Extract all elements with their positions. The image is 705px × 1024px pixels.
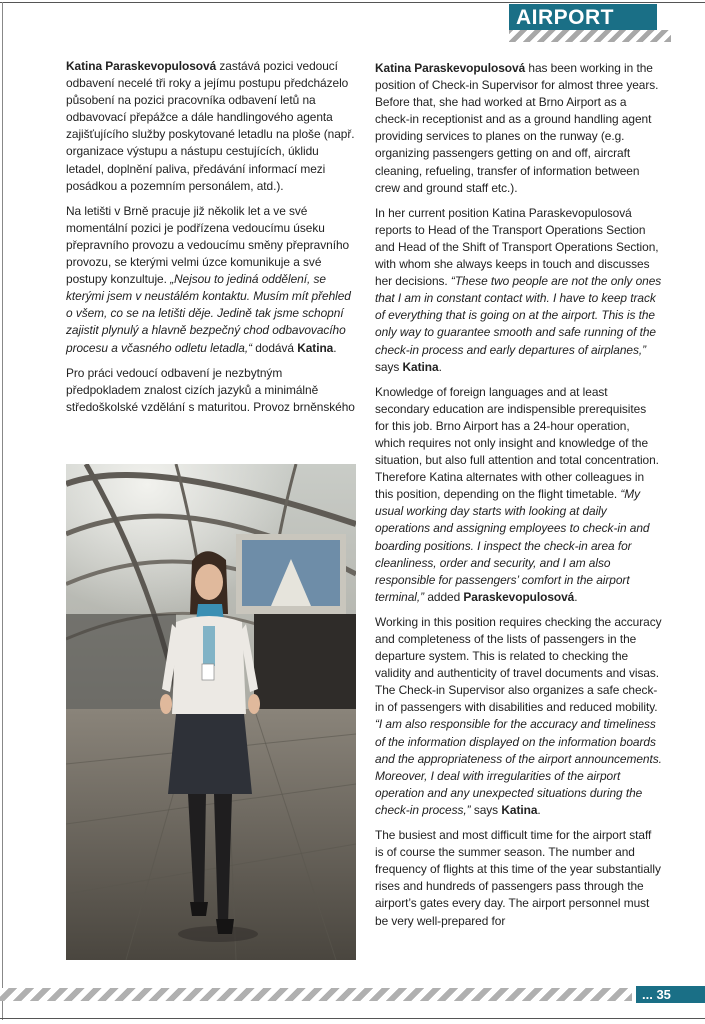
bold-name: Katina — [297, 340, 334, 355]
body-text: Working in this position requires checking the accuracy and completeness of the lists of passengers in the departure system. This is related to checking the validity and authenticity of travel documents and visas. The Check-in Supervisor also organizes a safe check-in of passengers with disabilities and reduced mobility. — [375, 614, 662, 715]
english-paragraph — [375, 60, 662, 197]
quote-text: “These two people are not the only ones that I am in constant contact with. I have to keep track of everything that is going on at the airport. This is the only way to guarantee smooth and safe running of the check-in process and early departures of airplanes,” — [375, 274, 662, 357]
quote-text: “My usual working day starts with looking at daily operations and assigning employees to check-in and boarding positions. I inspect the check-in area for cleanliness, order and security, and I am also responsible for passengers’ comfort in the airport terminal,” — [375, 487, 650, 604]
woman-walking-in-airport-terminal-photo — [66, 464, 356, 960]
body-text: Knowledge of foreign languages and at least secondary education are indispensible prerequisites for this job. Brno Airport has a 24-hour operation, which requires not only insight and knowledge of the situation, but also full attention and total concentration. Therefore Katina alternates with other colleagues in this position, depending on the flight timetable. — [375, 384, 659, 502]
english-paragraph — [375, 384, 662, 606]
czech-paragraph — [66, 58, 356, 195]
header-stripe-decoration — [509, 30, 671, 42]
section-tag: AIRPORT — [509, 4, 657, 30]
top-rule — [0, 2, 705, 3]
body-text: says — [470, 802, 502, 817]
left-margin-rule — [2, 2, 3, 1020]
bold-name: Katina Paraskevopulosová — [66, 59, 217, 73]
body-text: . — [333, 340, 337, 355]
body-text: Na letišti v Brně pracuje již několik let a ve své momentální pozici je podřízena vedoucímu úseku přepravního provozu a vedoucímu směny přepravního provozu, se kterými velmi úzce komunikuje a své postupy konzultuje. — [66, 203, 350, 287]
body-text: added — [424, 589, 464, 604]
english-paragraph — [375, 614, 662, 819]
bold-name: Katina Paraskevopulosová — [375, 61, 526, 75]
body-text: has been working in the position of Check-in Supervisor for almost three years. Before that, she had worked at Brno Airport as a check-in receptionist and as a ground handling agent providing services to planes on the runway (e.g. organizing passengers getting on and off, aircraft cleaning, refueling, transfer of information between crew and ground staff etc.). — [375, 61, 659, 195]
czech-text-column — [66, 58, 356, 424]
english-paragraph — [375, 827, 662, 930]
english-paragraph — [375, 205, 662, 376]
quote-text: “I am also responsible for the accuracy and timeliness of the information displayed on the information boards and the appropriateness of the airport announcements. Moreover, I deal with irregularities of the airport operation and any unexpected situations during the check-in process,” — [375, 717, 662, 817]
czech-paragraph — [66, 365, 356, 416]
body-text: In her current position Katina Paraskevopulosová reports to Head of the Transport Operations Section and Head of the Shift of Transport Operations Section, with whom she always keeps in touch and discusses her decisions. — [375, 205, 659, 289]
bold-name: Katina — [402, 359, 439, 374]
quote-text: „Nejsou to jediná oddělení, se kterými jsem v neustálém kontaktu. Musím mít přehled o všem, co se na letišti děje. Jedině tak jsme schopní zajistit plynulý a hlavně bezpečný chod odbavovacího procesu a včasného odletu letadla,“ — [66, 272, 351, 355]
english-text-column — [375, 60, 662, 938]
body-text: . — [438, 359, 442, 374]
page-number: ... 35 — [636, 986, 705, 1003]
footer-stripe-decoration — [0, 988, 632, 1001]
body-text: . — [574, 589, 578, 604]
bold-name: Katina — [501, 802, 538, 817]
body-text: Pro práci vedoucí odbavení je nezbytným předpokladem znalost cizích jazyků a minimálně středoškolské vzdělání s maturitou. Provoz brněnského — [66, 365, 355, 414]
body-text: The busiest and most difficult time for the airport staff is of course the summer season. The number and frequency of flights at this time of the year substantially rises and hundreds of passengers pass through the airport’s gates every day. The airport personnel must be very well-prepared for — [375, 828, 661, 928]
body-text: . — [537, 802, 541, 817]
czech-paragraph — [66, 203, 356, 357]
body-text: dodává — [251, 340, 298, 355]
body-text: says — [375, 359, 403, 374]
bold-name: Paraskevopulosová — [463, 589, 575, 604]
body-text: zastává pozici vedoucí odbavení necelé tři roky a jejímu postupu předcházelo působení na pozici pracovníka odbavení letů na odbavovací přepážce a dále handlingového agenta zajišťujícího služby poskytované letadlu na ploše (např. organizace výstupu a nástupu cestujících, úklidu letadel, doplnění paliva, předávání informací mezi posádkou a pozemním personálem, atd.). — [66, 59, 355, 193]
bottom-rule — [0, 1018, 705, 1019]
